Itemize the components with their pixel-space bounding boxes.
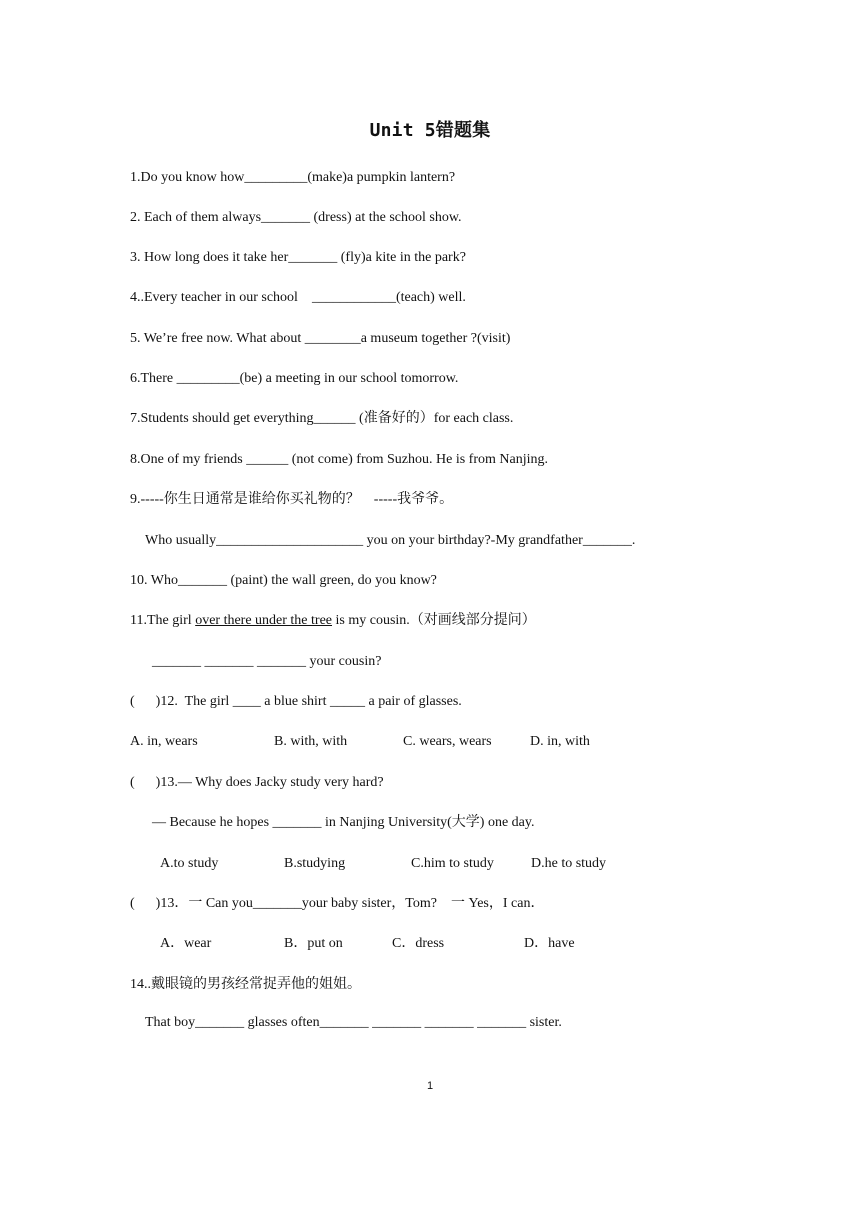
question-2: 2. Each of them always_______ (dress) at the school show. [130,210,462,225]
question-13b-option-a: A．wear [160,936,212,951]
question-13a: ( )13.— Why does Jacky study very hard? [130,775,384,790]
question-11-suffix: is my cousin.（对画线部分提问） [332,613,536,628]
question-12: ( )12. The girl ____ a blue shirt _____ a pair of glasses. [130,694,462,709]
question-13a-option-a: A.to study [160,856,219,871]
question-1: 1.Do you know how_________(make)a pumpkin lantern? [130,170,456,185]
question-4: 4..Every teacher in our school ____________(teach) well. [130,290,466,305]
question-13a-option-b: B.studying [284,856,346,871]
question-13b: ( )13．一 Can you_______your baby sister，Tom? 一 Yes，I can． [130,896,545,911]
question-11 [130,612,536,630]
question-13a-option-c: C.him to study [411,856,494,871]
question-7: 7.Students should get everything______ (准备好的）for each class. [130,411,514,426]
question-12-option-a: A. in, wears [130,734,198,749]
question-12-option-b: B. with, with [274,734,348,749]
question-13b-option-d: D．have [524,936,575,951]
question-14-english: That boy_______ glasses often_______ _______ _______ _______ sister. [145,1015,562,1030]
question-11-answer: _______ _______ _______ your cousin? [152,654,382,669]
page-number: 1 [426,1080,434,1092]
question-3: 3. How long does it take her_______ (fly)a kite in the park? [130,250,466,265]
question-14-chinese: 14..戴眼镜的男孩经常捉弄他的姐姐。 [130,977,361,992]
question-13b-option-c: C．dress [392,936,445,951]
question-10: 10. Who_______ (paint) the wall green, do you know? [130,573,437,588]
question-13a-option-d: D.he to study [531,856,607,871]
question-12-option-c: C. wears, wears [403,734,492,749]
question-6: 6.There _________(be) a meeting in our school tomorrow. [130,371,459,386]
question-5: 5. We’re free now. What about ________a museum together ?(visit) [130,331,511,346]
question-13b-option-b: B．put on [284,936,343,951]
question-8: 8.One of my friends ______ (not come) from Suzhou. He is from Nanjing. [130,452,548,467]
question-9-chinese: 9.-----你生日通常是谁给你买礼物的？ -----我爷爷。 [130,492,454,507]
question-13a-line2: — Because he hopes _______ in Nanjing University(大学) one day. [152,815,535,830]
question-11-underlined: over there under the tree [195,613,333,628]
question-11-prefix: 11.The girl [130,613,196,628]
question-12-option-d: D. in, with [530,734,590,749]
page-title: Unit 5错题集 [369,120,491,141]
question-9-english: Who usually_____________________ you on your birthday?-My grandfather_______. [145,533,636,548]
